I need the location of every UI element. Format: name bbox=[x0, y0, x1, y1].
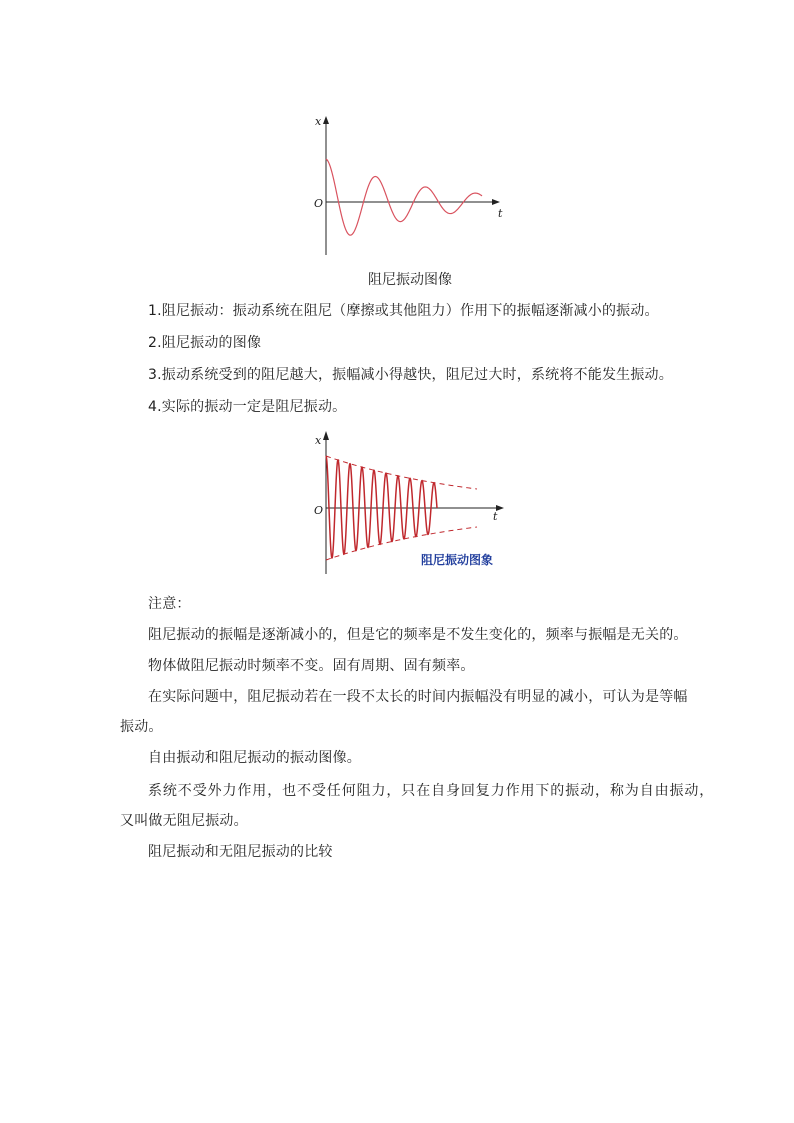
paragraph-graph-comparison: 自由振动和阻尼振动的振动图像。 bbox=[148, 750, 361, 766]
paragraph-damping-effect: 3.振动系统受到的阻尼越大，振幅减小得越快，阻尼过大时，系统将不能发生振动。 bbox=[148, 367, 673, 383]
origin-label: O bbox=[314, 197, 324, 210]
t-axis-label: t bbox=[498, 207, 503, 220]
x-axis-label: x bbox=[315, 434, 322, 447]
paragraph-comparison-title: 阻尼振动和无阻尼振动的比较 bbox=[148, 844, 333, 860]
paragraph-frequency-constant: 阻尼振动的振幅是逐渐减小的，但是它的频率是不发生变化的，频率与振幅是无关的。 bbox=[148, 627, 688, 643]
x-axis-arrow bbox=[323, 116, 329, 124]
origin-label: O bbox=[314, 504, 324, 517]
t-axis-label: t bbox=[493, 510, 498, 523]
damped-oscillation-graph-2 bbox=[305, 428, 515, 578]
paragraph-natural-frequency: 物体做阻尼振动时频率不变。固有周期、固有频率。 bbox=[148, 658, 475, 674]
figure-1-caption: 阻尼振动图像 bbox=[368, 272, 452, 288]
x-axis-label: x bbox=[315, 115, 322, 128]
figure-2-caption: 阻尼振动图象 bbox=[421, 553, 494, 567]
paragraph-practical-problems-cont: 振动。 bbox=[120, 719, 163, 735]
note-heading: 注意： bbox=[148, 596, 191, 612]
x-axis-arrow bbox=[323, 431, 329, 440]
paragraph-graph-title: 2.阻尼振动的图像 bbox=[148, 335, 262, 351]
paragraph-practical-problems: 在实际问题中，阻尼振动若在一段不太长的时间内振幅没有明显的减小，可认为是等幅 bbox=[148, 689, 688, 705]
paragraph-definition: 1.阻尼振动：振动系统在阻尼（摩擦或其他阻力）作用下的振幅逐渐减小的振动。 bbox=[148, 303, 659, 319]
damped-curve bbox=[326, 456, 437, 558]
paragraph-free-vibration: 系统不受外力作用，也不受任何阻力，只在自身回复力作用下的振动，称为自由振动， bbox=[148, 783, 715, 799]
paragraph-free-vibration-cont: 又叫做无阻尼振动。 bbox=[120, 813, 248, 829]
t-axis-arrow bbox=[492, 199, 500, 205]
damped-curve bbox=[326, 159, 482, 235]
paragraph-real-vibration: 4.实际的振动一定是阻尼振动。 bbox=[148, 399, 347, 415]
damped-oscillation-graph-1 bbox=[300, 110, 520, 260]
